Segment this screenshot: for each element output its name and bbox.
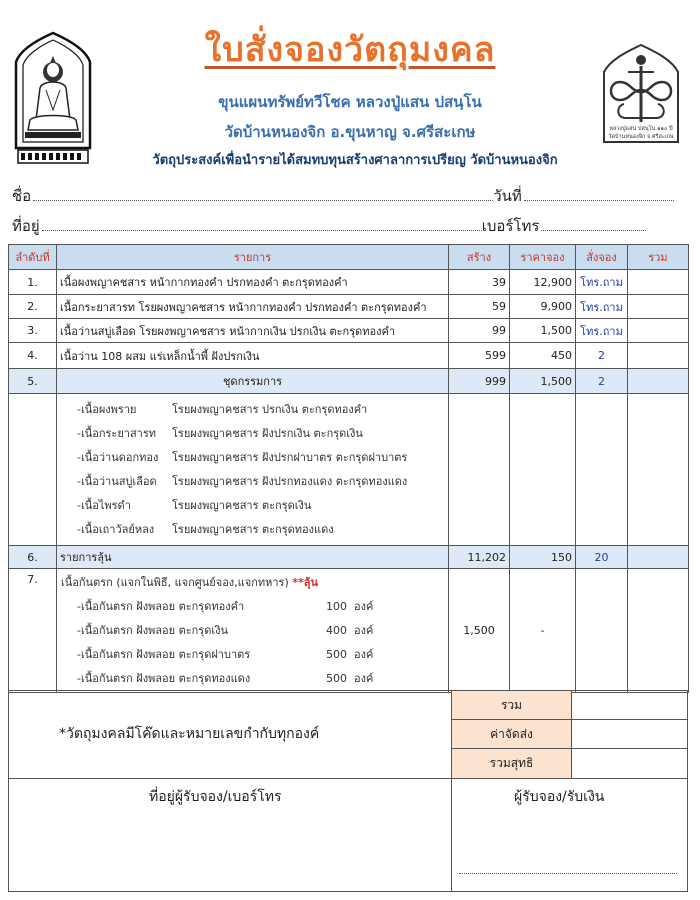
table-row-committee-set: [9, 369, 689, 394]
table-row: [9, 270, 689, 295]
header-price: ราคาจอง: [510, 245, 576, 270]
subtitle-temple: วัดบ้านหนองจิก อ.ขุนหาญ จ.ศรีสะเกษ: [224, 123, 476, 141]
list-item: -เนื้อว่านดอกทอง โรยผงพญาคชสาร ฝังปรกฝาบาตร ตะกรุดฝาบาตร: [77, 450, 408, 464]
header-no: ลำดับที่: [9, 245, 57, 270]
row-price: 1,500: [510, 369, 576, 394]
purpose-text: วัตถุประสงค์เพื่อนำรายได้สมทบทุนสร้างศาลาการเปรียญ วัดบ้านหนองจิก: [152, 153, 558, 168]
logo-text-line1: หลวงปู่แสน ปสนฺโน ๑๑๐ ปี: [609, 126, 673, 132]
shipping-label: ค่าจัดส่ง: [451, 720, 572, 748]
list-item: -เนื้อกันตรก ฝังพลอย ตะกรุดทองคำ 100 องค์: [77, 599, 374, 613]
row-no: 7.: [9, 569, 57, 693]
row-order[interactable]: [576, 569, 628, 693]
phone-field[interactable]: [541, 217, 646, 231]
list-item: -เนื้อเถาวัลย์หลง โรยผงพญาคชสาร ตะกรุดทองแดง: [77, 522, 334, 536]
header-order: สั่งจอง: [576, 245, 628, 270]
row-total[interactable]: [628, 270, 689, 295]
page-title: ใบสั่งจองวัตถุมงคล: [204, 30, 496, 70]
logo-text-line2: วัดบ้านหนองจิก จ.ศรีสะเกษ: [608, 134, 674, 140]
header-item: รายการ: [57, 245, 449, 270]
row-no: 1.: [9, 270, 57, 295]
row-price: -: [510, 569, 576, 693]
row-no: 2.: [9, 295, 57, 319]
row-no: 3.: [9, 319, 57, 343]
total-label: รวม: [451, 691, 572, 719]
row-price: 12,900: [510, 270, 576, 295]
list-item: -เนื้อกันตรก ฝังพลอย ตะกรุดฝาบาตร 500 องค์: [77, 647, 374, 661]
receiver-signature-field[interactable]: [459, 873, 677, 874]
row-order[interactable]: โทร.ถาม: [576, 295, 628, 319]
row-price: 150: [510, 546, 576, 569]
table-row: [9, 295, 689, 319]
name-field[interactable]: [33, 187, 493, 201]
row-made: 599: [449, 343, 510, 369]
shipping-value-field[interactable]: [572, 720, 688, 748]
row-no: 6.: [9, 546, 57, 569]
row-made: 999: [449, 369, 510, 394]
row-made: 59: [449, 295, 510, 319]
row-made: 39: [449, 270, 510, 295]
table-row: [9, 343, 689, 369]
header-made: สร้าง: [449, 245, 510, 270]
list-item: -เนื้อผงพราย โรยผงพญาคชสาร ปรกเงิน ตะกรุดทองคำ: [77, 402, 368, 416]
net-row: [451, 749, 688, 778]
row-order[interactable]: 2: [576, 369, 628, 394]
address-field[interactable]: [42, 217, 482, 231]
list-item: -เนื้อไพรดำ โรยผงพญาคชสาร ตะกรุดเงิน: [77, 498, 312, 512]
list-item: -เนื้อว่านสบู่เลือด โรยผงพญาคชสาร ฝังปรกทองแดง ตะกรุดทองแดง: [77, 474, 408, 488]
receiver-label: ผู้รับจอง/รับเงิน: [514, 789, 605, 805]
net-value-field[interactable]: [572, 749, 688, 778]
row-price: 450: [510, 343, 576, 369]
net-label: รวมสุทธิ: [451, 749, 572, 778]
date-field[interactable]: [524, 187, 674, 201]
lottery-mark: **ลุ้น: [292, 575, 319, 589]
list-item: -เนื้อกันตรก ฝังพลอย ตะกรุดเงิน 400 องค์: [77, 623, 374, 637]
row-total[interactable]: [628, 569, 689, 693]
buddha-monk-logo-icon: [12, 30, 94, 165]
code-note: *วัตถุมงคลมีโค๊ดและหมายเลขกำกับทุกองค์: [59, 726, 320, 742]
address-label: ที่อยู่: [12, 217, 40, 235]
date-label: วันที่: [493, 187, 522, 205]
row-order[interactable]: โทร.ถาม: [576, 319, 628, 343]
divider: [451, 778, 452, 892]
shipping-row: [451, 720, 688, 749]
row-price: 9,900: [510, 295, 576, 319]
row-made: 1,500: [449, 569, 510, 693]
committee-set-list: [57, 394, 449, 546]
row-total[interactable]: [628, 343, 689, 369]
phone-label: เบอร์โทร: [481, 217, 540, 235]
summary-box: [451, 691, 688, 778]
table-row-lottery: [9, 546, 689, 569]
table-row: [9, 319, 689, 343]
row-made: 11,202: [449, 546, 510, 569]
recipient-address-label: ที่อยู่ผู้รับจอง/เบอร์โทร: [149, 789, 282, 805]
row-total[interactable]: [628, 319, 689, 343]
row-item: เนื้อว่าน 108 ผสม แร่เหล็กน้ำพี้ ฝังปรกเงิน: [57, 343, 449, 369]
divider: [9, 778, 687, 779]
row-item: รายการลุ้น: [57, 546, 449, 569]
header-total: รวม: [628, 245, 689, 270]
committee-set-details-row: [9, 394, 689, 546]
row-price: 1,500: [510, 319, 576, 343]
total-row: [451, 691, 688, 720]
address-phone-line: [12, 214, 646, 238]
list-item: -เนื้อกระยาสารท โรยผงพญาคชสาร ฝังปรกเงิน ตะกรุดเงิน: [77, 426, 363, 440]
total-value-field[interactable]: [572, 691, 688, 719]
table-row-kantrok: [9, 569, 689, 693]
row-total[interactable]: [628, 546, 689, 569]
footer-section: [8, 690, 688, 892]
row-item: เนื้อกันตรก (แจกในพิธี, แจกศูนย์จอง,แจกทหาร): [61, 575, 289, 589]
row-no: 5.: [9, 369, 57, 394]
row-item: เนื้อว่านสบู่เลือด โรยผงพญาคชสาร หน้ากากเงิน ปรกเงิน ตะกรุดทองคำ: [57, 319, 449, 343]
row-total[interactable]: [628, 295, 689, 319]
row-total[interactable]: [628, 369, 689, 394]
kantrok-list: [57, 569, 449, 693]
name-date-line: [12, 184, 674, 208]
row-order[interactable]: 2: [576, 343, 628, 369]
row-order[interactable]: 20: [576, 546, 628, 569]
row-item: ชุดกรรมการ: [57, 369, 449, 394]
list-item: -เนื้อกันตรก ฝังพลอย ตะกรุดทองแดง 500 องค์: [77, 671, 374, 685]
row-no: 4.: [9, 343, 57, 369]
row-item: เนื้อกระยาสารท โรยผงพญาคชสาร หน้ากากทองคำ ปรกทองคำ ตะกรุดทองคำ: [57, 295, 449, 319]
row-order[interactable]: โทร.ถาม: [576, 270, 628, 295]
temple-yantra-logo-icon: [598, 42, 684, 150]
subtitle-amulet: ขุนแผนทรัพย์ทวีโชค หลวงปู่แสน ปสนฺโน: [218, 93, 482, 111]
row-item: เนื้อผงพญาคชสาร หน้ากากทองคำ ปรกทองคำ ตะกรุดทองคำ: [57, 270, 449, 295]
table-header-row: [9, 245, 689, 270]
name-label: ชื่อ: [12, 187, 32, 205]
order-table: [8, 244, 689, 693]
row-made: 99: [449, 319, 510, 343]
